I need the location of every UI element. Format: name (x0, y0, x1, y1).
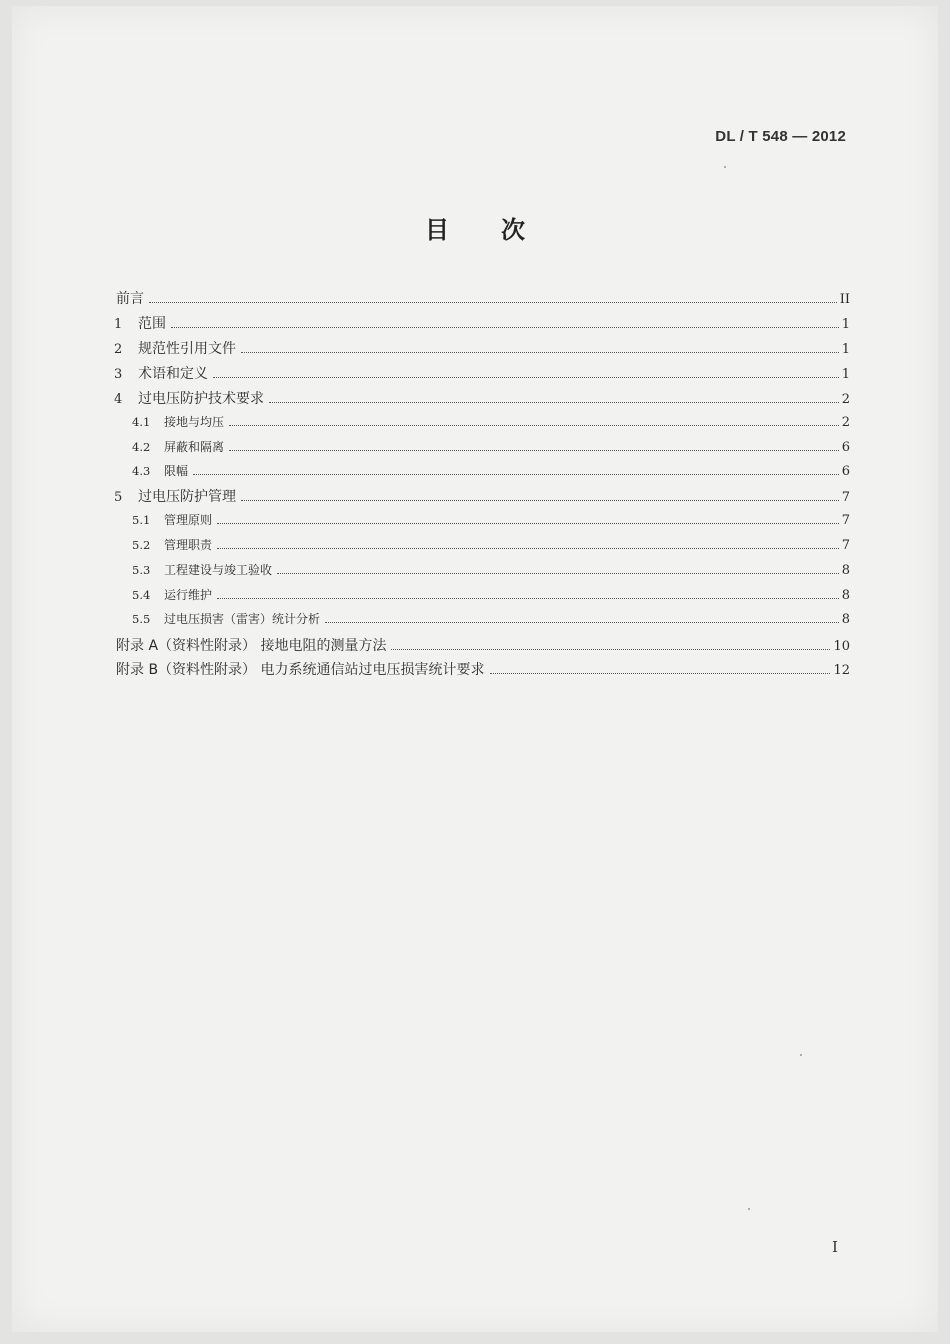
scan-speck (800, 1054, 802, 1056)
toc-entry-label: 限幅 (164, 464, 189, 478)
toc-entry-page: 7 (841, 538, 850, 553)
toc-entry-number: 4.2 (132, 440, 151, 454)
toc-leader (241, 352, 839, 353)
toc-entry-page: 8 (841, 612, 850, 627)
toc-entry-page: 12 (833, 663, 850, 678)
toc-entry-page: 7 (841, 513, 850, 528)
toc-entry-page: II (839, 292, 850, 307)
toc-entry-page: 2 (841, 415, 850, 430)
toc-entry-label: 管理职责 (164, 538, 213, 552)
toc-entry-label: 规范性引用文件 (138, 341, 236, 357)
toc-entry-label: 运行维护 (164, 588, 213, 602)
toc-entry[interactable] (114, 338, 850, 362)
toc-entry[interactable] (132, 610, 850, 634)
toc-entry-label: 过电压防护管理 (138, 489, 236, 505)
toc-entry[interactable] (116, 659, 850, 683)
toc-leader (171, 327, 839, 328)
toc-leader (241, 500, 839, 501)
toc-entry-page: 1 (841, 367, 850, 382)
toc-leader (217, 548, 839, 549)
toc-entry-label: 屏蔽和隔离 (164, 440, 225, 454)
toc-entry-number: 3 (114, 367, 123, 382)
page-number: I (832, 1238, 838, 1256)
toc-leader (229, 450, 839, 451)
toc-entry-label: 接地与均压 (164, 415, 225, 429)
toc-entry[interactable] (114, 486, 850, 510)
toc-entry-page: 8 (841, 563, 850, 578)
toc-entry-label: 过电压损害（雷害）统计分析 (164, 612, 321, 626)
toc-leader (217, 523, 839, 524)
toc-entry-number: 4.3 (132, 464, 151, 478)
toc-entry-page: 10 (833, 639, 850, 654)
toc-entry-number: 5.2 (132, 538, 151, 552)
scan-speck (724, 166, 726, 168)
toc-entry-page: 6 (841, 440, 850, 455)
toc-entry-number: 5.4 (132, 588, 151, 602)
toc-entry-number: 4 (114, 392, 123, 407)
toc-leader (193, 474, 839, 475)
toc-entry[interactable] (132, 536, 850, 560)
toc-leader (490, 673, 831, 674)
toc-entry-label: 工程建设与竣工验收 (164, 563, 273, 577)
scan-speck (748, 1208, 750, 1210)
page-title: 目次 (425, 216, 577, 244)
toc-entry-number: 5.3 (132, 563, 151, 577)
toc-entry[interactable] (116, 635, 850, 659)
toc-entry[interactable] (132, 511, 850, 535)
table-of-contents (0, 288, 950, 688)
toc-entry-label: 附录 B（资料性附录） 电力系统通信站过电压损害统计要求 (116, 662, 485, 678)
toc-entry-page: 8 (841, 588, 850, 603)
toc-entry-number: 5.1 (132, 513, 151, 527)
toc-entry-number: 2 (114, 342, 123, 357)
toc-entry[interactable] (132, 413, 850, 437)
toc-entry-label: 附录 A（资料性附录） 接地电阻的测量方法 (116, 638, 387, 654)
toc-leader (269, 402, 839, 403)
toc-entry-number: 5.5 (132, 612, 151, 626)
toc-leader (391, 649, 830, 650)
toc-leader (277, 573, 839, 574)
toc-entry-page: 7 (841, 490, 850, 505)
toc-leader (149, 302, 837, 303)
toc-entry-label: 管理原则 (164, 513, 213, 527)
toc-leader (229, 425, 839, 426)
toc-leader (213, 377, 839, 378)
toc-entry-label: 范围 (138, 316, 166, 332)
toc-entry-page: 6 (841, 464, 850, 479)
toc-entry[interactable] (132, 462, 850, 486)
toc-entry[interactable] (116, 288, 850, 312)
toc-leader (217, 598, 839, 599)
toc-entry-number: 4.1 (132, 415, 151, 429)
toc-entry-number: 5 (114, 490, 123, 505)
toc-entry-page: 1 (841, 317, 850, 332)
toc-entry-number: 1 (114, 317, 123, 332)
toc-entry-page: 2 (841, 392, 850, 407)
toc-entry-label: 术语和定义 (138, 366, 208, 382)
toc-entry-page: 1 (841, 342, 850, 357)
toc-entry[interactable] (132, 438, 850, 462)
toc-entry[interactable] (132, 561, 850, 585)
toc-entry-label: 前言 (116, 291, 144, 307)
toc-entry-label: 过电压防护技术要求 (138, 391, 264, 407)
standard-code: DL / T 548 — 2012 (715, 128, 846, 145)
toc-entry[interactable] (132, 586, 850, 610)
toc-entry[interactable] (114, 388, 850, 412)
toc-leader (325, 622, 839, 623)
toc-entry[interactable] (114, 363, 850, 387)
toc-entry[interactable] (114, 313, 850, 337)
